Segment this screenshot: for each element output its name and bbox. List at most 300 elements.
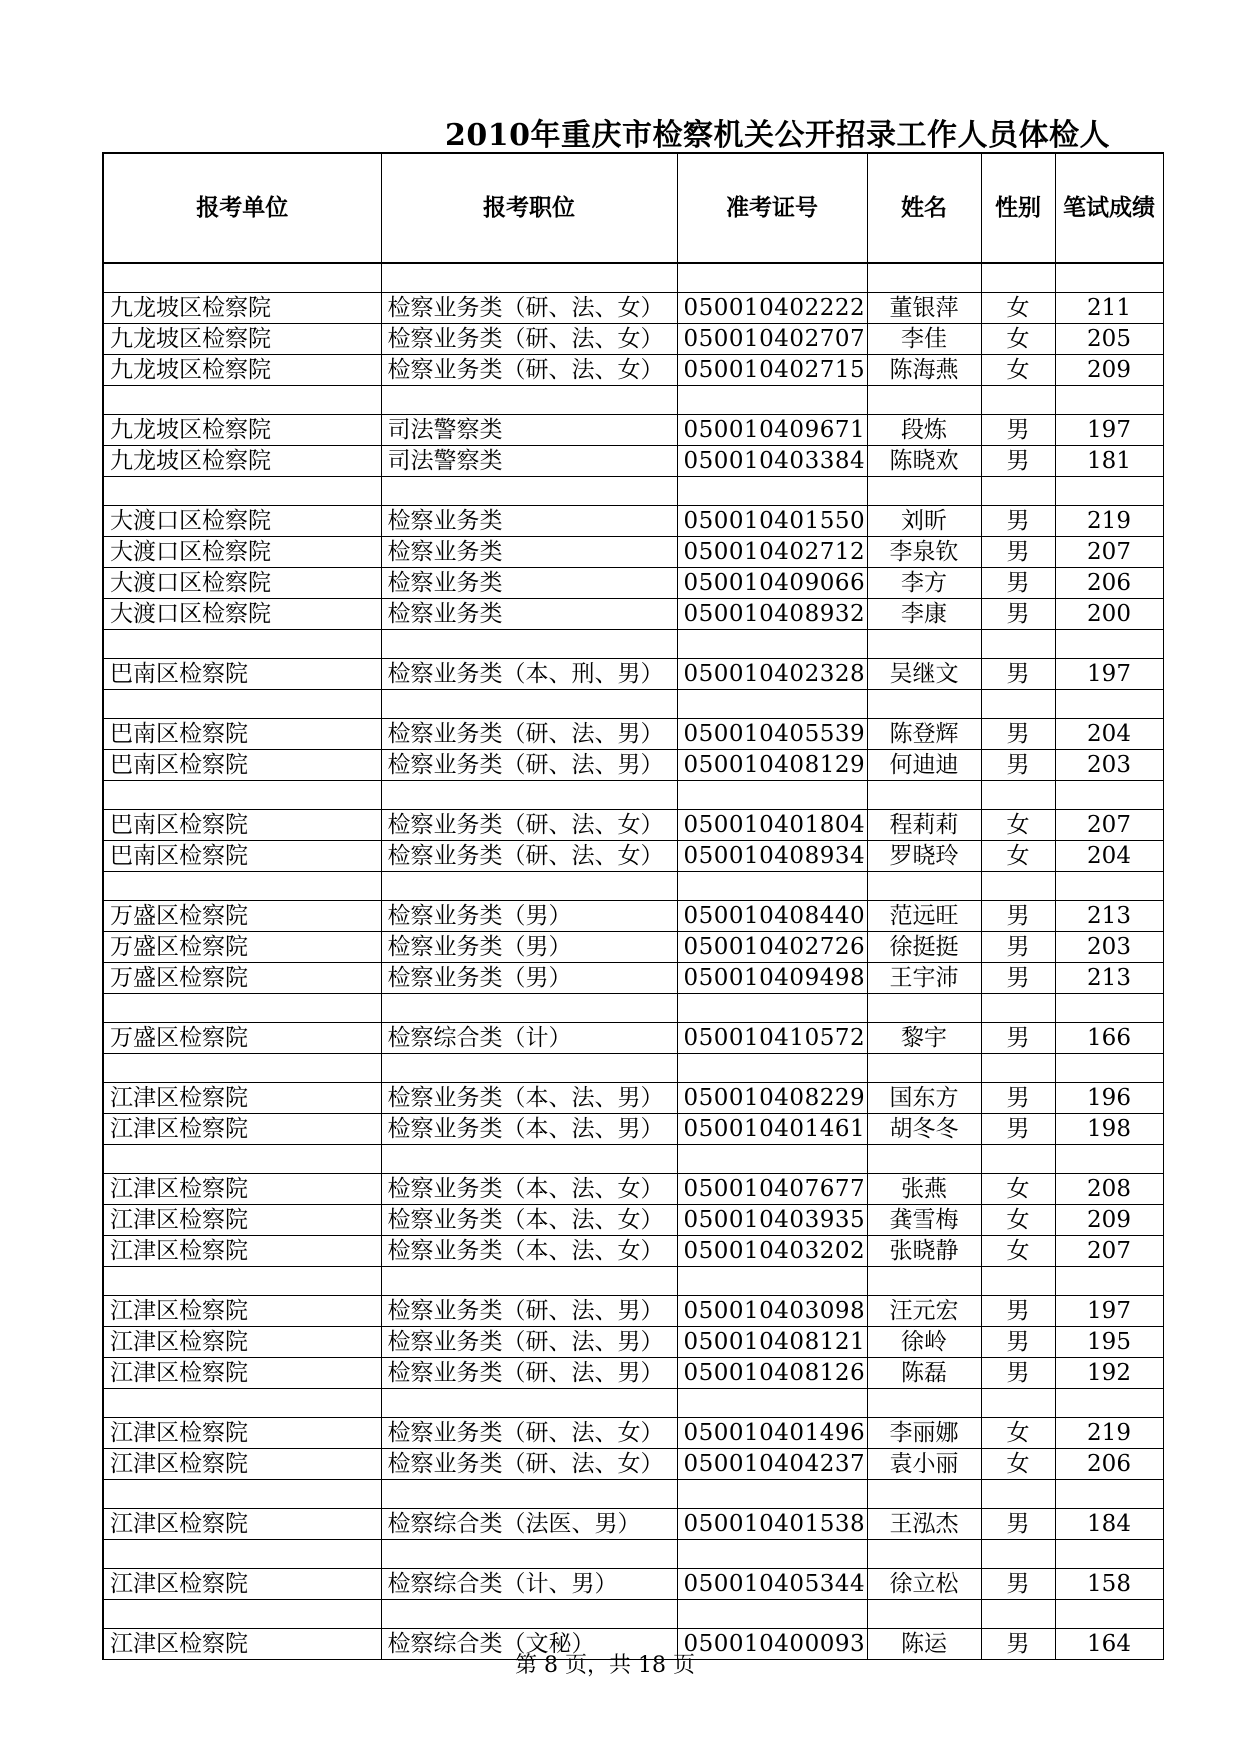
cell-name: 段炼 xyxy=(867,415,981,446)
cell-score: 184 xyxy=(1055,1509,1163,1540)
empty-cell xyxy=(103,690,381,719)
cell-position: 检察业务类（男） xyxy=(381,901,677,932)
empty-cell xyxy=(981,1389,1055,1418)
table-row xyxy=(103,1418,1163,1449)
document-title: 2010年重庆市检察机关公开招录工作人员体检人 xyxy=(445,118,1110,153)
cell-exam-id: 050010403935 xyxy=(677,1205,867,1236)
empty-cell xyxy=(381,690,677,719)
table-row xyxy=(103,841,1163,872)
cell-sex: 男 xyxy=(981,415,1055,446)
cell-score: 206 xyxy=(1055,1449,1163,1480)
cell-unit: 江津区检察院 xyxy=(103,1174,381,1205)
cell-name: 陈海燕 xyxy=(867,355,981,386)
cell-exam-id: 050010401538 xyxy=(677,1509,867,1540)
empty-cell xyxy=(677,477,867,506)
cell-sex: 女 xyxy=(981,324,1055,355)
empty-cell xyxy=(867,1480,981,1509)
cell-unit: 江津区检察院 xyxy=(103,1114,381,1145)
cell-exam-id: 050010400093 xyxy=(677,1629,867,1660)
empty-cell xyxy=(381,872,677,901)
cell-score: 211 xyxy=(1055,293,1163,324)
cell-sex: 女 xyxy=(981,1236,1055,1267)
empty-cell xyxy=(381,477,677,506)
cell-name: 王泓杰 xyxy=(867,1509,981,1540)
cell-name: 陈运 xyxy=(867,1629,981,1660)
spacer-row xyxy=(103,386,1163,415)
cell-sex: 男 xyxy=(981,568,1055,599)
cell-unit: 江津区检察院 xyxy=(103,1358,381,1389)
table-row xyxy=(103,293,1163,324)
empty-cell xyxy=(677,994,867,1023)
cell-sex: 男 xyxy=(981,750,1055,781)
spacer-row xyxy=(103,630,1163,659)
empty-cell xyxy=(981,263,1055,293)
cell-exam-id: 050010402715 xyxy=(677,355,867,386)
cell-name: 徐挺挺 xyxy=(867,932,981,963)
empty-cell xyxy=(677,690,867,719)
cell-exam-id: 050010402726 xyxy=(677,932,867,963)
empty-cell xyxy=(103,1540,381,1569)
table-row xyxy=(103,1327,1163,1358)
cell-sex: 男 xyxy=(981,1023,1055,1054)
table-row xyxy=(103,1569,1163,1600)
empty-cell xyxy=(981,1600,1055,1629)
cell-exam-id: 050010402328 xyxy=(677,659,867,690)
candidate-table-wrapper xyxy=(102,152,1155,1672)
spacer-row xyxy=(103,1389,1163,1418)
header-exam-id: 准考证号 xyxy=(677,153,867,263)
spacer-row xyxy=(103,1054,1163,1083)
table-row xyxy=(103,1205,1163,1236)
empty-cell xyxy=(103,1600,381,1629)
cell-sex: 男 xyxy=(981,1327,1055,1358)
empty-cell xyxy=(981,1267,1055,1296)
empty-cell xyxy=(103,386,381,415)
table-row xyxy=(103,750,1163,781)
cell-name: 董银萍 xyxy=(867,293,981,324)
cell-unit: 江津区检察院 xyxy=(103,1509,381,1540)
cell-position: 检察业务类（研、法、女） xyxy=(381,841,677,872)
cell-unit: 巴南区检察院 xyxy=(103,841,381,872)
cell-position: 司法警察类 xyxy=(381,446,677,477)
empty-cell xyxy=(1055,1480,1163,1509)
cell-sex: 女 xyxy=(981,1205,1055,1236)
cell-position: 检察业务类（本、法、女） xyxy=(381,1205,677,1236)
empty-cell xyxy=(677,1540,867,1569)
cell-score: 158 xyxy=(1055,1569,1163,1600)
empty-cell xyxy=(381,1389,677,1418)
cell-sex: 男 xyxy=(981,963,1055,994)
cell-sex: 男 xyxy=(981,1114,1055,1145)
empty-cell xyxy=(867,781,981,810)
cell-name: 陈磊 xyxy=(867,1358,981,1389)
spacer-row xyxy=(103,690,1163,719)
empty-cell xyxy=(867,1054,981,1083)
table-row xyxy=(103,415,1163,446)
cell-position: 检察业务类 xyxy=(381,506,677,537)
cell-score: 164 xyxy=(1055,1629,1163,1660)
empty-cell xyxy=(981,690,1055,719)
cell-exam-id: 050010410572 xyxy=(677,1023,867,1054)
table-row xyxy=(103,599,1163,630)
cell-unit: 江津区检察院 xyxy=(103,1236,381,1267)
cell-score: 209 xyxy=(1055,355,1163,386)
cell-position: 检察业务类（研、法、女） xyxy=(381,355,677,386)
cell-exam-id: 050010408932 xyxy=(677,599,867,630)
spacer-row xyxy=(103,263,1163,293)
cell-name: 王宇沛 xyxy=(867,963,981,994)
empty-cell xyxy=(867,1540,981,1569)
cell-score: 205 xyxy=(1055,324,1163,355)
empty-cell xyxy=(381,1480,677,1509)
empty-cell xyxy=(677,630,867,659)
empty-cell xyxy=(103,872,381,901)
cell-score: 207 xyxy=(1055,1236,1163,1267)
cell-sex: 女 xyxy=(981,810,1055,841)
cell-exam-id: 050010408440 xyxy=(677,901,867,932)
cell-score: 204 xyxy=(1055,841,1163,872)
cell-position: 检察业务类（研、法、男） xyxy=(381,750,677,781)
cell-sex: 男 xyxy=(981,506,1055,537)
empty-cell xyxy=(103,477,381,506)
cell-unit: 江津区检察院 xyxy=(103,1449,381,1480)
cell-unit: 江津区检察院 xyxy=(103,1629,381,1660)
empty-cell xyxy=(381,630,677,659)
page-footer: 第 8 页，共 18 页 xyxy=(515,1653,695,1678)
table-row xyxy=(103,1509,1163,1540)
empty-cell xyxy=(103,1267,381,1296)
empty-cell xyxy=(1055,1540,1163,1569)
cell-sex: 女 xyxy=(981,841,1055,872)
cell-name: 国东方 xyxy=(867,1083,981,1114)
cell-position: 检察业务类（研、法、女） xyxy=(381,1449,677,1480)
cell-position: 检察业务类（研、法、男） xyxy=(381,1296,677,1327)
empty-cell xyxy=(981,1054,1055,1083)
empty-cell xyxy=(381,263,677,293)
cell-exam-id: 050010401461 xyxy=(677,1114,867,1145)
empty-cell xyxy=(981,781,1055,810)
cell-score: 207 xyxy=(1055,537,1163,568)
empty-cell xyxy=(103,263,381,293)
cell-score: 166 xyxy=(1055,1023,1163,1054)
cell-unit: 巴南区检察院 xyxy=(103,659,381,690)
cell-position: 检察业务类（本、法、男） xyxy=(381,1083,677,1114)
empty-cell xyxy=(1055,477,1163,506)
empty-cell xyxy=(981,1145,1055,1174)
spacer-row xyxy=(103,872,1163,901)
cell-name: 李方 xyxy=(867,568,981,599)
cell-exam-id: 050010401496 xyxy=(677,1418,867,1449)
cell-exam-id: 050010405539 xyxy=(677,719,867,750)
cell-sex: 男 xyxy=(981,1358,1055,1389)
cell-exam-id: 050010408121 xyxy=(677,1327,867,1358)
cell-score: 213 xyxy=(1055,901,1163,932)
cell-unit: 巴南区检察院 xyxy=(103,750,381,781)
cell-position: 检察业务类（本、法、男） xyxy=(381,1114,677,1145)
cell-sex: 男 xyxy=(981,659,1055,690)
cell-position: 检察综合类（法医、男） xyxy=(381,1509,677,1540)
cell-name: 徐立松 xyxy=(867,1569,981,1600)
spacer-row xyxy=(103,994,1163,1023)
cell-position: 检察业务类（男） xyxy=(381,932,677,963)
cell-position: 检察综合类（计） xyxy=(381,1023,677,1054)
table-row xyxy=(103,1023,1163,1054)
cell-unit: 万盛区检察院 xyxy=(103,901,381,932)
table-row xyxy=(103,901,1163,932)
cell-exam-id: 050010401550 xyxy=(677,506,867,537)
cell-name: 张燕 xyxy=(867,1174,981,1205)
empty-cell xyxy=(981,994,1055,1023)
empty-cell xyxy=(981,872,1055,901)
cell-name: 吴继文 xyxy=(867,659,981,690)
cell-score: 195 xyxy=(1055,1327,1163,1358)
table-body xyxy=(103,263,1163,1660)
cell-position: 检察业务类（研、法、女） xyxy=(381,810,677,841)
cell-score: 197 xyxy=(1055,659,1163,690)
candidate-table xyxy=(102,152,1164,1660)
table-row xyxy=(103,506,1163,537)
empty-cell xyxy=(867,872,981,901)
cell-exam-id: 050010402712 xyxy=(677,537,867,568)
table-row xyxy=(103,810,1163,841)
empty-cell xyxy=(1055,872,1163,901)
spacer-row xyxy=(103,1540,1163,1569)
cell-exam-id: 050010408126 xyxy=(677,1358,867,1389)
empty-cell xyxy=(381,1145,677,1174)
cell-score: 203 xyxy=(1055,932,1163,963)
cell-unit: 九龙坡区检察院 xyxy=(103,324,381,355)
cell-name: 李佳 xyxy=(867,324,981,355)
empty-cell xyxy=(677,386,867,415)
cell-position: 检察业务类 xyxy=(381,537,677,568)
cell-position: 检察业务类（研、法、女） xyxy=(381,1418,677,1449)
empty-cell xyxy=(1055,1054,1163,1083)
cell-unit: 万盛区检察院 xyxy=(103,963,381,994)
empty-cell xyxy=(1055,386,1163,415)
empty-cell xyxy=(867,386,981,415)
cell-sex: 男 xyxy=(981,446,1055,477)
table-row xyxy=(103,932,1163,963)
cell-unit: 大渡口区检察院 xyxy=(103,537,381,568)
table-row xyxy=(103,1236,1163,1267)
spacer-row xyxy=(103,1600,1163,1629)
cell-name: 袁小丽 xyxy=(867,1449,981,1480)
empty-cell xyxy=(981,477,1055,506)
cell-sex: 男 xyxy=(981,1509,1055,1540)
empty-cell xyxy=(677,1389,867,1418)
cell-sex: 男 xyxy=(981,1629,1055,1660)
cell-position: 检察业务类（研、法、男） xyxy=(381,1358,677,1389)
empty-cell xyxy=(381,386,677,415)
cell-exam-id: 050010402222 xyxy=(677,293,867,324)
cell-score: 197 xyxy=(1055,1296,1163,1327)
cell-name: 李康 xyxy=(867,599,981,630)
cell-exam-id: 050010408129 xyxy=(677,750,867,781)
cell-score: 213 xyxy=(1055,963,1163,994)
empty-cell xyxy=(103,630,381,659)
table-row xyxy=(103,963,1163,994)
cell-score: 198 xyxy=(1055,1114,1163,1145)
empty-cell xyxy=(103,994,381,1023)
cell-unit: 江津区检察院 xyxy=(103,1296,381,1327)
cell-position: 检察业务类（本、法、女） xyxy=(381,1236,677,1267)
empty-cell xyxy=(381,781,677,810)
cell-name: 李丽娜 xyxy=(867,1418,981,1449)
spacer-row xyxy=(103,781,1163,810)
cell-exam-id: 050010402707 xyxy=(677,324,867,355)
cell-exam-id: 050010403098 xyxy=(677,1296,867,1327)
cell-name: 陈登辉 xyxy=(867,719,981,750)
empty-cell xyxy=(1055,630,1163,659)
cell-unit: 大渡口区检察院 xyxy=(103,599,381,630)
header-sex: 性别 xyxy=(981,153,1055,263)
empty-cell xyxy=(867,1389,981,1418)
empty-cell xyxy=(677,1054,867,1083)
empty-cell xyxy=(867,1145,981,1174)
table-row xyxy=(103,1296,1163,1327)
cell-name: 汪元宏 xyxy=(867,1296,981,1327)
cell-sex: 男 xyxy=(981,599,1055,630)
empty-cell xyxy=(867,263,981,293)
cell-sex: 女 xyxy=(981,1418,1055,1449)
empty-cell xyxy=(677,872,867,901)
cell-position: 检察业务类（研、法、男） xyxy=(381,719,677,750)
cell-name: 徐岭 xyxy=(867,1327,981,1358)
cell-sex: 女 xyxy=(981,1174,1055,1205)
cell-position: 检察业务类（研、法、男） xyxy=(381,1327,677,1358)
cell-unit: 江津区检察院 xyxy=(103,1083,381,1114)
cell-score: 181 xyxy=(1055,446,1163,477)
empty-cell xyxy=(1055,263,1163,293)
cell-position: 司法警察类 xyxy=(381,415,677,446)
empty-cell xyxy=(1055,1389,1163,1418)
cell-score: 192 xyxy=(1055,1358,1163,1389)
table-row xyxy=(103,568,1163,599)
empty-cell xyxy=(103,1480,381,1509)
cell-exam-id: 050010401804 xyxy=(677,810,867,841)
cell-exam-id: 050010405344 xyxy=(677,1569,867,1600)
table-row xyxy=(103,1449,1163,1480)
empty-cell xyxy=(1055,994,1163,1023)
table-row xyxy=(103,324,1163,355)
cell-position: 检察综合类（文秘） xyxy=(381,1629,677,1660)
cell-score: 203 xyxy=(1055,750,1163,781)
empty-cell xyxy=(867,477,981,506)
empty-cell xyxy=(103,781,381,810)
empty-cell xyxy=(1055,1600,1163,1629)
cell-position: 检察业务类 xyxy=(381,599,677,630)
cell-unit: 大渡口区检察院 xyxy=(103,568,381,599)
table-row xyxy=(103,659,1163,690)
cell-score: 196 xyxy=(1055,1083,1163,1114)
table-row xyxy=(103,1083,1163,1114)
empty-cell xyxy=(1055,690,1163,719)
empty-cell xyxy=(381,994,677,1023)
spacer-row xyxy=(103,1480,1163,1509)
cell-score: 200 xyxy=(1055,599,1163,630)
table-row xyxy=(103,355,1163,386)
cell-score: 208 xyxy=(1055,1174,1163,1205)
empty-cell xyxy=(103,1145,381,1174)
header-position: 报考职位 xyxy=(381,153,677,263)
cell-sex: 男 xyxy=(981,1083,1055,1114)
cell-unit: 巴南区检察院 xyxy=(103,719,381,750)
cell-sex: 女 xyxy=(981,1449,1055,1480)
cell-score: 204 xyxy=(1055,719,1163,750)
empty-cell xyxy=(677,1267,867,1296)
table-row xyxy=(103,1114,1163,1145)
table-row xyxy=(103,446,1163,477)
cell-exam-id: 050010403202 xyxy=(677,1236,867,1267)
empty-cell xyxy=(103,1389,381,1418)
cell-unit: 江津区检察院 xyxy=(103,1327,381,1358)
spacer-row xyxy=(103,477,1163,506)
empty-cell xyxy=(1055,781,1163,810)
table-row xyxy=(103,1358,1163,1389)
empty-cell xyxy=(867,690,981,719)
cell-sex: 男 xyxy=(981,1296,1055,1327)
empty-cell xyxy=(381,1600,677,1629)
empty-cell xyxy=(981,386,1055,415)
empty-cell xyxy=(677,1600,867,1629)
header-name: 姓名 xyxy=(867,153,981,263)
cell-exam-id: 050010409066 xyxy=(677,568,867,599)
cell-unit: 万盛区检察院 xyxy=(103,932,381,963)
empty-cell xyxy=(677,263,867,293)
cell-unit: 九龙坡区检察院 xyxy=(103,293,381,324)
cell-position: 检察业务类（研、法、女） xyxy=(381,293,677,324)
cell-unit: 九龙坡区检察院 xyxy=(103,355,381,386)
empty-cell xyxy=(677,1480,867,1509)
table-row xyxy=(103,719,1163,750)
cell-name: 范远旺 xyxy=(867,901,981,932)
cell-sex: 男 xyxy=(981,719,1055,750)
cell-exam-id: 050010409671 xyxy=(677,415,867,446)
cell-exam-id: 050010407677 xyxy=(677,1174,867,1205)
cell-sex: 男 xyxy=(981,537,1055,568)
cell-name: 陈晓欢 xyxy=(867,446,981,477)
empty-cell xyxy=(867,994,981,1023)
empty-cell xyxy=(981,1540,1055,1569)
empty-cell xyxy=(381,1267,677,1296)
cell-name: 黎宇 xyxy=(867,1023,981,1054)
empty-cell xyxy=(677,1145,867,1174)
cell-unit: 江津区检察院 xyxy=(103,1569,381,1600)
empty-cell xyxy=(981,1480,1055,1509)
cell-exam-id: 050010409498 xyxy=(677,963,867,994)
empty-cell xyxy=(981,630,1055,659)
header-row xyxy=(103,153,1163,263)
cell-score: 206 xyxy=(1055,568,1163,599)
cell-unit: 九龙坡区检察院 xyxy=(103,446,381,477)
cell-sex: 女 xyxy=(981,355,1055,386)
empty-cell xyxy=(381,1054,677,1083)
cell-sex: 男 xyxy=(981,932,1055,963)
cell-name: 程莉莉 xyxy=(867,810,981,841)
cell-score: 219 xyxy=(1055,1418,1163,1449)
cell-sex: 男 xyxy=(981,901,1055,932)
empty-cell xyxy=(381,1540,677,1569)
spacer-row xyxy=(103,1267,1163,1296)
cell-sex: 女 xyxy=(981,293,1055,324)
cell-unit: 江津区检察院 xyxy=(103,1418,381,1449)
cell-position: 检察业务类（男） xyxy=(381,963,677,994)
cell-exam-id: 050010408934 xyxy=(677,841,867,872)
cell-name: 罗晓玲 xyxy=(867,841,981,872)
empty-cell xyxy=(1055,1145,1163,1174)
empty-cell xyxy=(867,630,981,659)
cell-exam-id: 050010408229 xyxy=(677,1083,867,1114)
